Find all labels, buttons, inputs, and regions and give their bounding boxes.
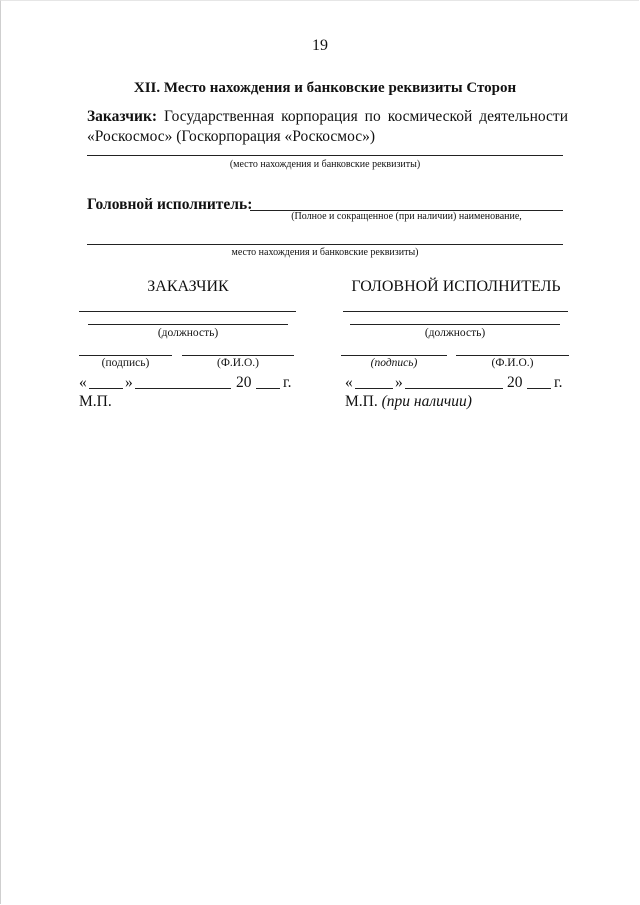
customer-fio-line (182, 355, 294, 356)
customer-signature-heading: ЗАКАЗЧИК (147, 278, 229, 295)
customer-date-open: « (79, 374, 87, 391)
contractor-fio-caption: (Ф.И.О.) (491, 357, 534, 369)
customer-month-line (135, 388, 231, 389)
contractor-year-line (527, 388, 551, 389)
contractor-address-line (87, 244, 563, 245)
customer-year-prefix: 20 (236, 374, 252, 391)
contractor-org-line (343, 311, 568, 312)
contractor-stamp-row (345, 391, 472, 412)
customer-label: Заказчик: (87, 108, 158, 125)
contractor-position-caption: (должность) (424, 327, 486, 339)
contractor-date-close: » (395, 374, 403, 391)
contractor-fio-line (456, 355, 569, 356)
customer-details-caption: (место нахождения и банковские реквизиты) (229, 159, 421, 170)
customer-position-caption: (должность) (157, 327, 219, 339)
customer-details-line (87, 155, 563, 156)
contractor-month-line (405, 388, 503, 389)
contractor-label: Головной исполнитель: (87, 196, 253, 213)
contractor-signature-heading: ГОЛОВНОЙ ИСПОЛНИТЕЛЬ (351, 278, 561, 295)
contractor-year-prefix: 20 (507, 374, 523, 391)
contractor-position-line (350, 324, 560, 325)
customer-org-line (79, 311, 296, 312)
section-title: XII. Место нахождения и банковские реквизиты Сторон (133, 80, 517, 96)
customer-sign-caption: (подпись) (101, 357, 150, 369)
contractor-sign-caption: (подпись) (370, 357, 418, 369)
contractor-stamp-note: (при наличии) (381, 393, 472, 410)
customer-sign-line (79, 355, 172, 356)
customer-name-line2: «Роскосмос» (Госкорпорация «Роскосмос») (87, 128, 375, 145)
contractor-name-caption: (Полное и сокращенное (при наличии) наименование, (291, 211, 522, 222)
customer-position-line (88, 324, 288, 325)
customer-stamp: М.П. (79, 393, 112, 410)
contractor-day-line (355, 388, 393, 389)
contractor-date-open: « (345, 374, 353, 391)
contractor-address-caption: место нахождения и банковские реквизиты) (231, 247, 419, 258)
customer-year-line (256, 388, 280, 389)
customer-fio-caption: (Ф.И.О.) (217, 357, 259, 369)
customer-day-line (89, 388, 123, 389)
contractor-year-suffix: г. (554, 374, 563, 391)
customer-date-row (79, 372, 294, 393)
contractor-date-row (345, 372, 569, 393)
contractor-sign-line (341, 355, 447, 356)
customer-year-suffix: г. (283, 374, 292, 391)
page-number: 19 (312, 37, 328, 54)
customer-date-close: » (125, 374, 133, 391)
customer-line-1 (87, 106, 568, 127)
customer-name-line1: Государственная корпорация по космической деятельности (164, 108, 568, 125)
contractor-stamp: М.П. (345, 393, 378, 410)
